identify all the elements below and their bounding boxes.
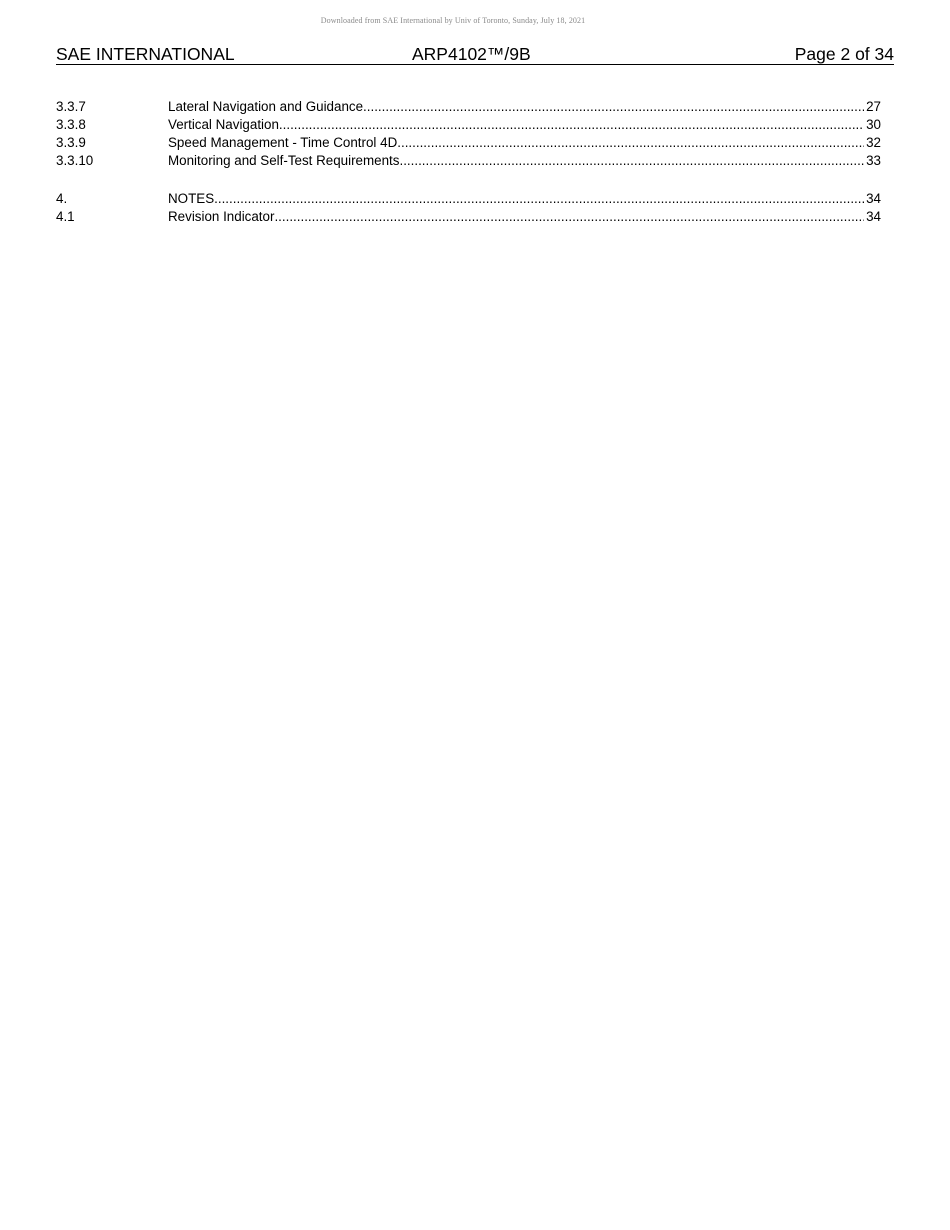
toc-row[interactable] [56, 152, 881, 170]
toc-section-number: 4. [56, 191, 68, 206]
toc-leader-dots [399, 152, 864, 170]
toc-leader-dots [363, 98, 864, 116]
toc-section-number: 3.3.10 [56, 153, 94, 168]
toc-page-number: 32 [866, 135, 881, 150]
toc-leader-dots [274, 208, 864, 226]
table-of-contents [56, 98, 881, 226]
toc-leader-dots [214, 190, 864, 208]
toc-page-number: 27 [866, 99, 881, 114]
toc-section-title: Lateral Navigation and Guidance [168, 99, 364, 114]
toc-section-title: Vertical Navigation [168, 117, 279, 132]
toc-row[interactable] [56, 98, 881, 116]
toc-section-title: NOTES [168, 191, 215, 206]
toc-row[interactable] [56, 208, 881, 226]
toc-section-title: Speed Management - Time Control 4D [168, 135, 398, 150]
toc-row[interactable] [56, 134, 881, 152]
toc-section-number: 3.3.7 [56, 99, 86, 114]
header-document-id: ARP4102™/9B [412, 44, 531, 64]
toc-section-title: Monitoring and Self-Test Requirements [168, 153, 400, 168]
toc-page-number: 34 [866, 209, 881, 224]
toc-page-number: 33 [866, 153, 881, 168]
toc-page-number: 30 [866, 117, 881, 132]
toc-leader-dots [279, 116, 864, 134]
toc-row[interactable] [56, 190, 881, 208]
download-watermark: Downloaded from SAE International by Univ of Toronto, Sunday, July 18, 2021 [320, 16, 586, 25]
toc-page-number: 34 [866, 191, 881, 206]
page-header [56, 44, 894, 65]
toc-section-number: 3.3.9 [56, 135, 86, 150]
toc-leader-dots [397, 134, 864, 152]
toc-section-title: Revision Indicator [168, 209, 275, 224]
toc-section-number: 4.1 [56, 209, 75, 224]
header-organization: SAE INTERNATIONAL [56, 44, 235, 64]
toc-row[interactable] [56, 116, 881, 134]
header-page-label: Page 2 of 34 [794, 44, 894, 64]
toc-section-number: 3.3.8 [56, 117, 86, 132]
